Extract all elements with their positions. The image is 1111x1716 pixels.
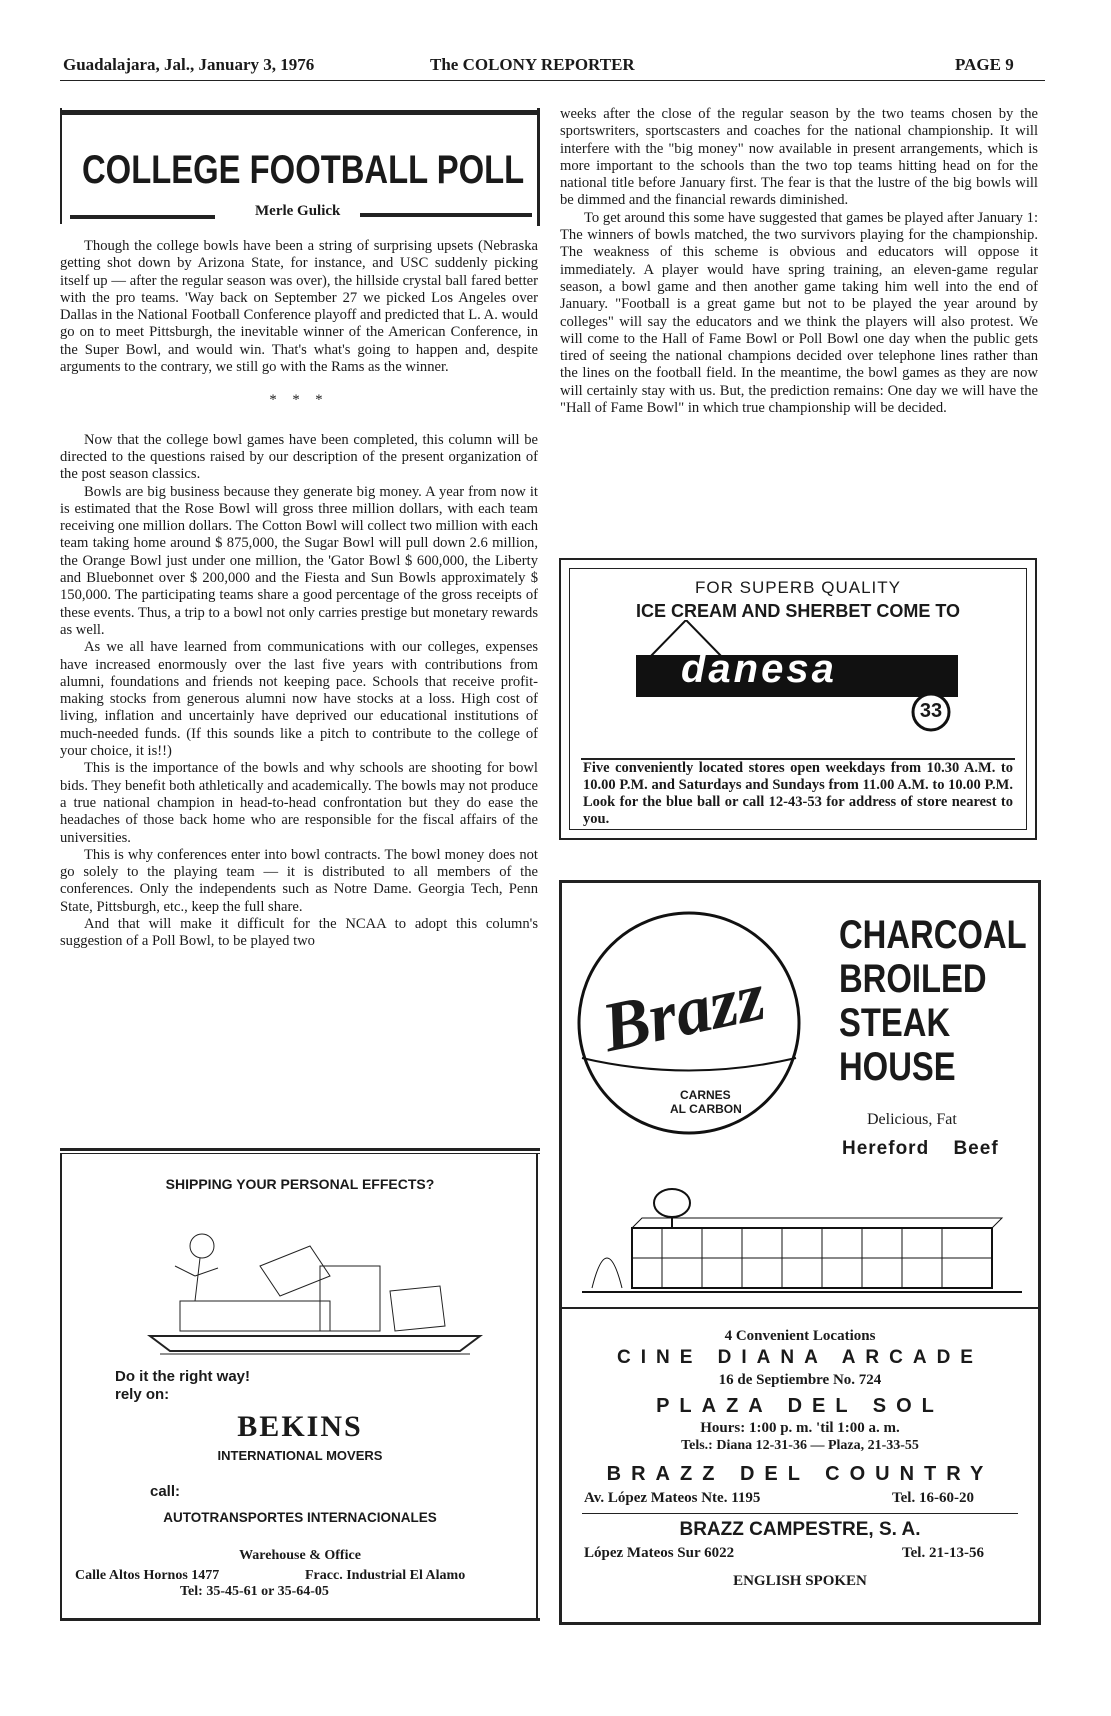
paragraph: And that will make it difficult for the NCAA to adopt this column's suggestion of a Poll Bowl, to be played two — [60, 915, 538, 950]
brazz-hereford: Hereford Beef — [842, 1138, 999, 1159]
brazz-delicious: Delicious, Fat — [867, 1111, 957, 1128]
header-rule — [60, 80, 1045, 81]
brazz-loc4: BRAZZ CAMPESTRE, S. A. — [679, 1519, 921, 1540]
brazz-headline2: BROILED — [839, 957, 987, 1001]
restaurant-illustration-icon — [582, 1188, 1022, 1298]
brazz-headline1: CHARCOAL — [839, 913, 1027, 957]
brazz-loc3: BRAZZ DEL COUNTRY — [606, 1463, 994, 1485]
article-right-column — [560, 106, 1038, 538]
brazz-loc2: PLAZA DEL SOL — [656, 1395, 944, 1417]
danesa-line1: FOR SUPERB QUALITY — [695, 578, 901, 597]
brazz-loc4-addr: López Mateos Sur 6022 — [584, 1545, 735, 1561]
bekins-tagline2: rely on: — [115, 1386, 170, 1403]
brazz-hours: Hours: 1:00 p. m. 'til 1:00 a. m. — [700, 1420, 900, 1436]
brazz-loc3-tel: Tel. 16-60-20 — [892, 1490, 974, 1506]
paragraph: This is why conferences enter into bowl contracts. The bowl money does not go solely to the playing team — it is distributed to all members of the conferences. Only the independents such as Notre Dame. Georgia Tech, Penn State, Pittsburgh, etc., keep the full share. — [60, 846, 538, 915]
brazz-tels: Tels.: Diana 12-31-36 — Plaza, 21-33-55 — [681, 1438, 919, 1453]
brazz-english: ENGLISH SPOKEN — [733, 1573, 867, 1589]
bekins-address-right: Fracc. Industrial El Alamo — [305, 1568, 466, 1583]
brazz-loc1: CINE DIANA ARCADE — [617, 1347, 983, 1368]
brazz-ad — [559, 880, 1041, 1625]
paragraph: This is the importance of the bowls and why schools are shooting for bowl bids. They benefit both athletically and academically. The bowls may not produce a true national champion in head-to-head confrontation but they do ease the headaches of those back home who are responsible for the fiscal affairs of the universities. — [60, 760, 538, 846]
paragraph: Bowls are big business because they generate big money. A year from now it is estimated that the Rose Bowl will gross three million dollars, with each team receiving one million dollars. The Cotton Bowl will collect two million with each team taking home around $ 875,000, the Sugar Bowl will pull down 2.6 million, the Orange Bowl just under one million, the 'Gator Bowl $ 600,000, the Liberty and Bluebonnet over $ 200,000 and the Fiesta and Sun Bowls approximately $ 150,000. The participating teams share a good percentage of the gross receipts of these events. Thus, a trip to a bowl not only carries prestige but monetary rewards as well. — [60, 483, 538, 638]
danesa-ad — [559, 558, 1037, 840]
brazz-logo-sub1: CARNES — [680, 1088, 731, 1102]
danesa-number: 33 — [919, 700, 943, 722]
paragraph: As we all have learned from communications with our colleges, expenses have increased enormously over the last five years with contributions from alumni, foundations and friends not keeping pace. Schools that receive profit-making stocks from generous alumni now have stocks at a loss. High cost of living, inflation and uncertainly have deprived our educational institutions of much-needed funds. (If this sounds like a pitch to contribute to the college of your choice, it is!!) — [60, 639, 538, 760]
bekins-call: call: — [150, 1483, 181, 1500]
paragraph: To get around this some have suggested that games be played after January 1: The winners of bowls matched, the two survivors playing for the championship. The weakness of this scheme is obvious and educators will oppose it immediately. A player would have spring training, an eleven-game regular season, a bowl game and then another game taking him well into the end of January. "Football is a great game but not to be played the year around by colleges" will say the educators and we think the players will also protest. We will come to the Hall of Fame Bowl or Poll Bowl one day when the public gets tired of seeing the national champions decided over telephone lines rather than the lines on the football field. In the meantime, the bowl games as they are now will certainly stay with us. But, the prediction remains: One day we will have the "Hall of Fame Bowl" in which true championship will be decided. — [560, 209, 1038, 417]
brazz-locations: 4 Convenient Locations — [724, 1328, 876, 1344]
column-title: COLLEGE FOOTBALL POLL — [82, 148, 525, 192]
dateline: Guadalajara, Jal., January 3, 1976 — [63, 55, 315, 74]
byline: Merle Gulick — [255, 203, 341, 219]
bekins-company: AUTOTRANSPORTES INTERNACIONALES — [163, 1510, 437, 1525]
brazz-loc1-addr: 16 de Septiembre No. 724 — [718, 1372, 882, 1388]
bekins-heading: SHIPPING YOUR PERSONAL EFFECTS? — [165, 1176, 435, 1192]
brazz-headline3: STEAK — [839, 1001, 951, 1045]
brazz-loc4-tel: Tel. 21-13-56 — [902, 1545, 984, 1561]
paragraph: weeks after the close of the regular season by the two teams chosen by the sportswriters, sportscasters and coaches for the national championship. It will interfere with the "big money" now available in present arrangements, which is more important to the schools than the two top teams hitting head on for the national title before January first. The fear is that the lustre of the big bowls will be dimmed and the financial rewards diminished. — [560, 106, 1038, 209]
bekins-address-left: Calle Altos Hornos 1477 — [75, 1568, 220, 1583]
bekins-phone: Tel: 35-45-61 or 35-64-05 — [180, 1584, 329, 1599]
paper-name: The COLONY REPORTER — [430, 55, 635, 74]
bekins-warehouse: Warehouse & Office — [239, 1548, 361, 1563]
bekins-ad — [60, 1148, 540, 1623]
danesa-logo: danesa — [681, 647, 837, 691]
bekins-tagline1: Do it the right way! — [115, 1368, 250, 1385]
danesa-body: Five conveniently located stores open weekdays from 10.30 A.M. to 10.00 P.M. and Saturdays and Sundays from 11.00 A.M. to 10.00 P.M. Look for the blue ball or call 12-43-53 for address of store nearest to you. — [583, 760, 1013, 827]
brazz-logo: Brazz — [595, 957, 772, 1068]
column-title-block — [60, 108, 540, 228]
page-number: PAGE 9 — [955, 55, 1014, 74]
danesa-line2: ICE CREAM AND SHERBET COME TO — [635, 601, 961, 621]
brazz-loc3-addr: Av. López Mateos Nte. 1195 — [584, 1490, 761, 1506]
brazz-headline4: HOUSE — [839, 1045, 956, 1089]
bekins-brand: BEKINS — [237, 1410, 363, 1443]
brazz-logo-sub2: AL CARBON — [670, 1102, 742, 1116]
moving-illustration-icon — [140, 1206, 500, 1356]
paragraph: Now that the college bowl games have been completed, this column will be directed to the questions raised by our description of the present organization of the post season classics. — [60, 431, 538, 483]
paragraph: Though the college bowls have been a string of surprising upsets (Nebraska getting shot down by Arizona State, for instance, and USC suddenly picking itself up — after the regular season was over), the hillside crystal ball fared better with the pro teams. 'Way back on September 27 we picked Los Angeles over Dallas in the National Football Conference playoff and predicted that L. A. would go on to meet Pittsburgh, the inevitable winner of the American Conference, in the Super Bowl, and would win. That's what's going to happen and, despite arguments to the contrary, we still go with the Rams as the winner. — [60, 238, 538, 376]
separator: * * * — [269, 392, 329, 409]
bekins-sub: INTERNATIONAL MOVERS — [217, 1448, 383, 1463]
article-left-column — [60, 238, 538, 1138]
